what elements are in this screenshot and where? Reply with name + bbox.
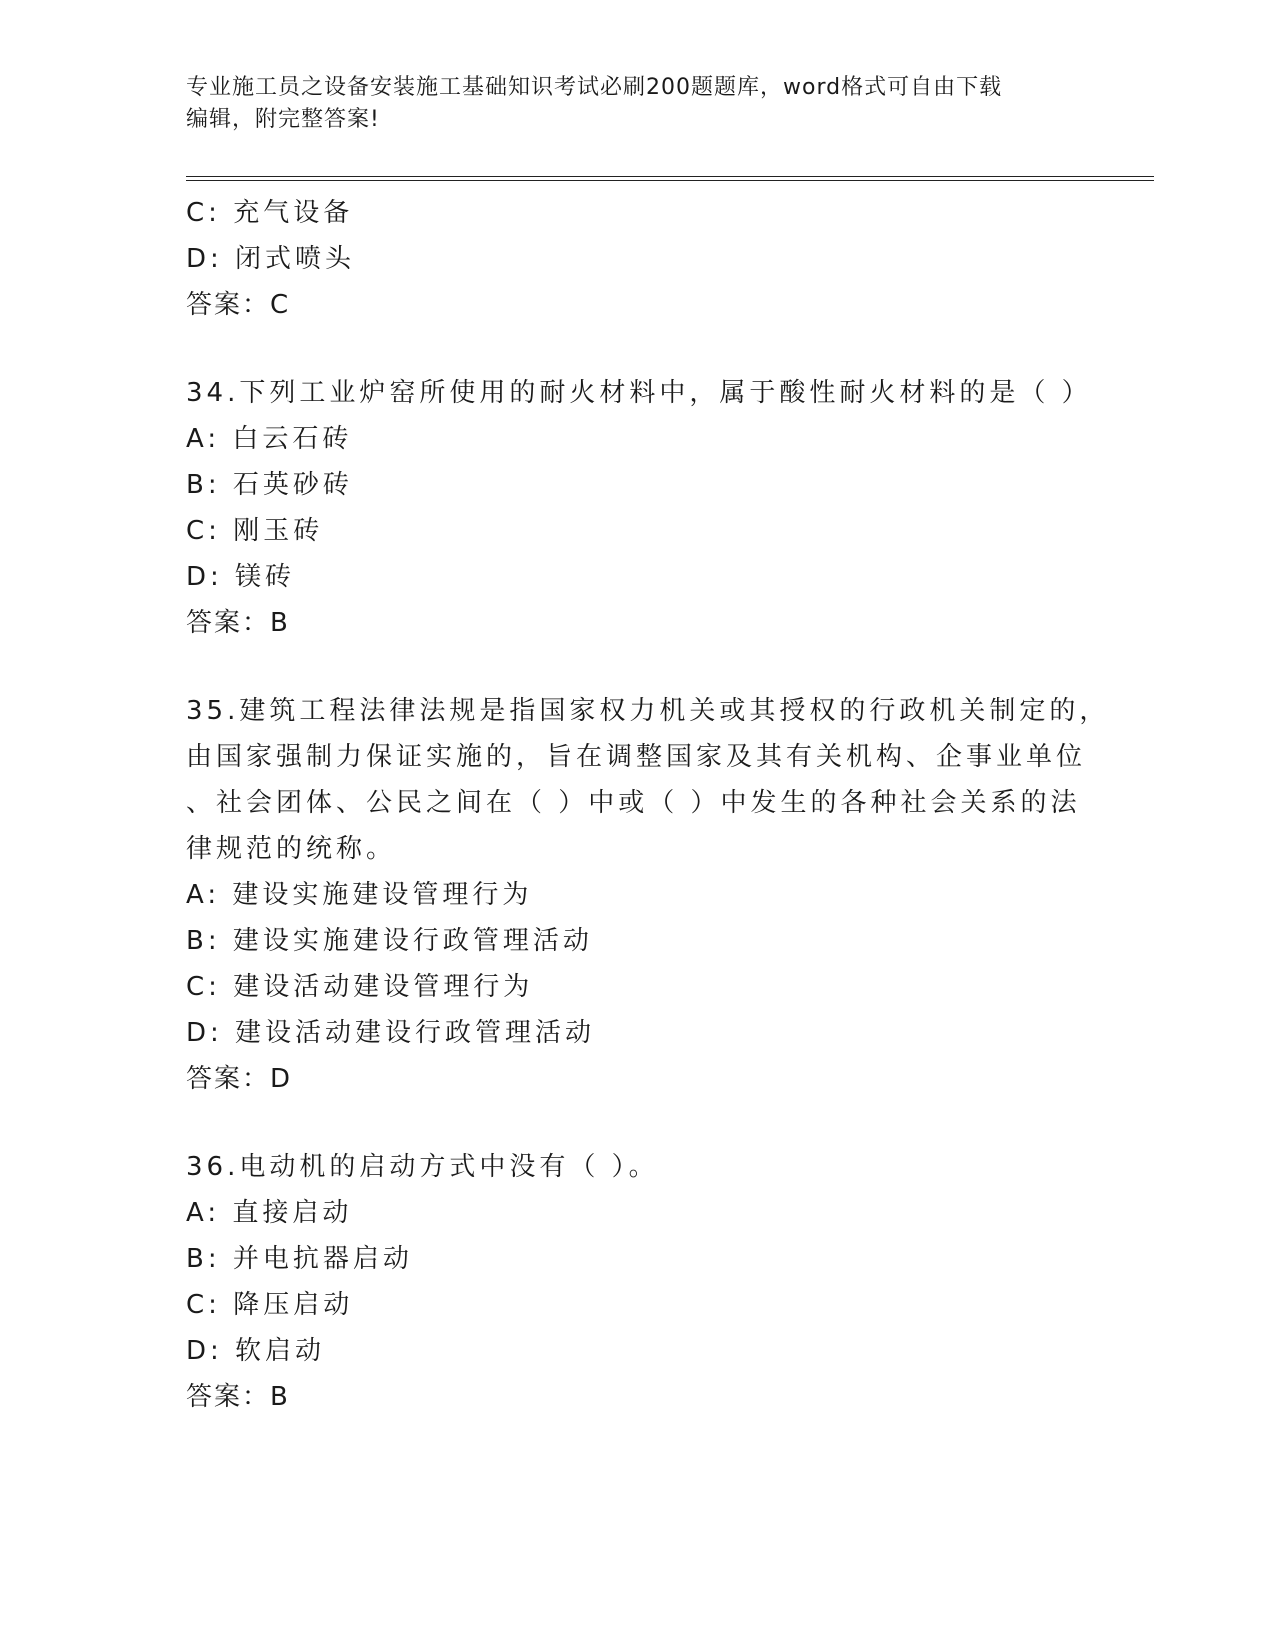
answer-line: 答案：B xyxy=(186,1382,290,1412)
document-header xyxy=(186,72,1066,136)
option-a xyxy=(186,1190,1066,1236)
option-d xyxy=(186,1010,1066,1056)
option-text: 闭式喷头 xyxy=(235,244,356,274)
question-35 xyxy=(186,688,1110,1102)
question-36 xyxy=(186,1144,1066,1420)
option-letter: C: xyxy=(186,1290,221,1320)
question-stem-line: 35.建筑工程法律法规是指国家权力机关或其授权的行政机关制定的， xyxy=(186,696,1110,726)
option-text: 刚玉砖 xyxy=(233,516,324,546)
option-text: 建设实施建设管理行为 xyxy=(232,880,533,910)
option-text: 并电抗器启动 xyxy=(232,1244,413,1274)
option-letter: C: xyxy=(186,516,221,546)
option-letter: B: xyxy=(186,926,221,956)
option-letter: A: xyxy=(186,424,221,454)
previous-question-tail xyxy=(186,190,1066,328)
option-text: 软启动 xyxy=(235,1336,326,1366)
option-text: 石英砂砖 xyxy=(232,470,353,500)
option-letter: D: xyxy=(186,562,223,592)
option-letter: B: xyxy=(186,1244,221,1274)
option-text: 建设活动建设行政管理活动 xyxy=(235,1018,596,1048)
question-stem-line: 由国家强制力保证实施的，旨在调整国家及其有关机构、企事业单位 xyxy=(186,742,1087,772)
option-a xyxy=(186,872,1066,918)
option-letter: C: xyxy=(186,198,221,228)
option-c xyxy=(186,508,1066,554)
answer-line: 答案：B xyxy=(186,608,290,638)
question-34 xyxy=(186,370,1092,646)
header-title-line-2: 编辑，附完整答案! xyxy=(186,107,380,132)
question-stem: 34.下列工业炉窑所使用的耐火材料中，属于酸性耐火材料的是（ ） xyxy=(186,378,1092,408)
option-text: 充气设备 xyxy=(233,198,354,228)
answer-line: 答案：C xyxy=(186,290,291,320)
option-c xyxy=(186,1282,1066,1328)
option-d xyxy=(186,236,1066,282)
option-b xyxy=(186,918,1066,964)
option-d xyxy=(186,1328,1066,1374)
option-d xyxy=(186,554,1066,600)
header-title-line-1: 专业施工员之设备安装施工基础知识考试必刷200题题库，word格式可自由下载 xyxy=(186,75,1003,100)
option-letter: B: xyxy=(186,470,221,500)
option-c xyxy=(186,964,1066,1010)
option-letter: C: xyxy=(186,972,221,1002)
option-text: 直接启动 xyxy=(232,1198,353,1228)
option-b xyxy=(186,1236,1066,1282)
question-stem-line: 、社会团体、公民之间在（ ）中或（ ）中发生的各种社会关系的法 xyxy=(186,788,1081,818)
option-c xyxy=(186,190,1066,236)
question-stem-line: 律规范的统称。 xyxy=(186,834,397,864)
option-b xyxy=(186,462,1066,508)
header-divider xyxy=(186,176,1154,181)
question-stem: 36.电动机的启动方式中没有（ ）。 xyxy=(186,1152,659,1182)
option-letter: D: xyxy=(186,1336,223,1366)
option-text: 建设实施建设行政管理活动 xyxy=(232,926,593,956)
answer-line: 答案：D xyxy=(186,1064,293,1094)
option-letter: A: xyxy=(186,1198,221,1228)
option-letter: A: xyxy=(186,880,221,910)
option-letter: D: xyxy=(186,1018,223,1048)
option-a xyxy=(186,416,1066,462)
option-letter: D: xyxy=(186,244,223,274)
option-text: 降压启动 xyxy=(233,1290,354,1320)
option-text: 建设活动建设管理行为 xyxy=(233,972,534,1002)
option-text: 镁砖 xyxy=(235,562,296,592)
question-list xyxy=(186,190,1110,1420)
option-text: 白云石砖 xyxy=(232,424,353,454)
